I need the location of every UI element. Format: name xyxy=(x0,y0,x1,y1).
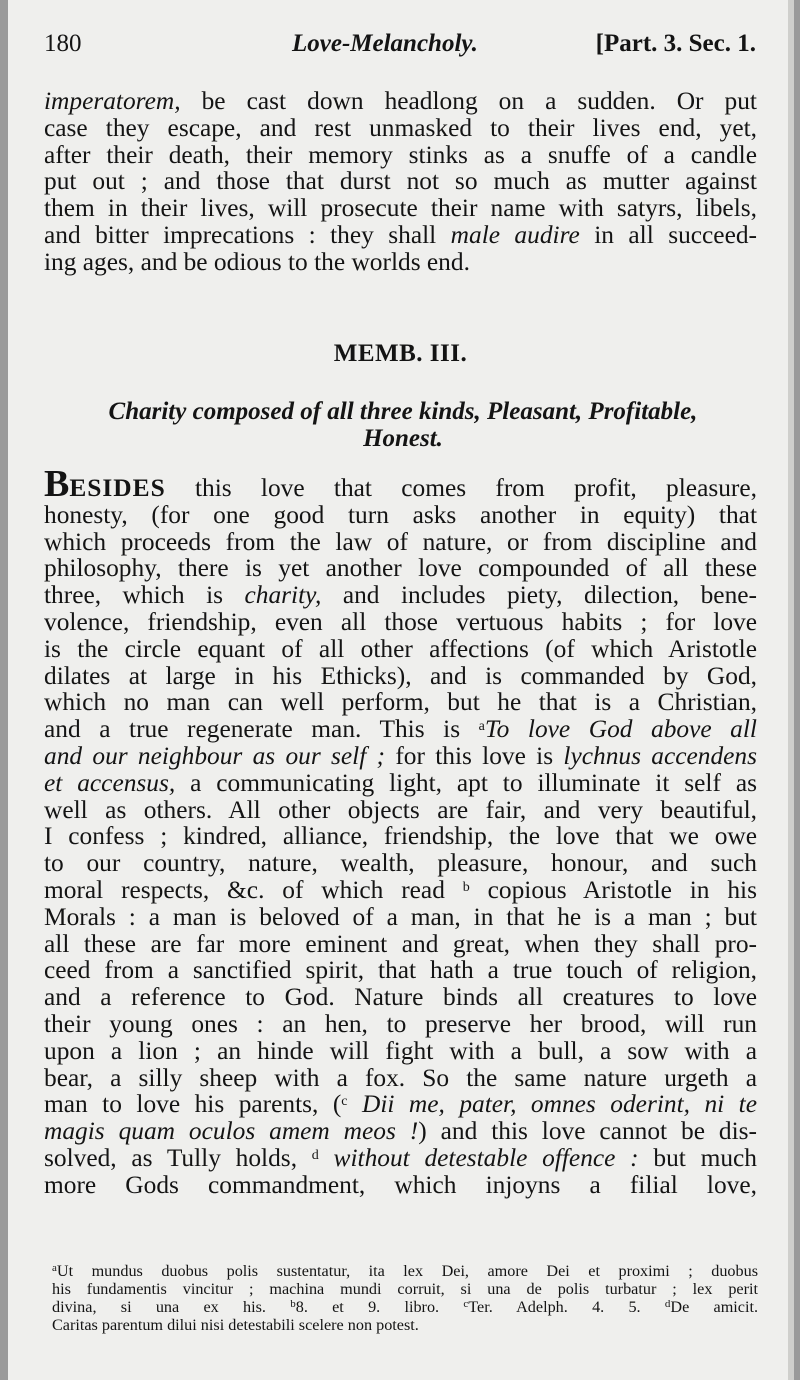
text-line: their young ones : an hen, to preserve her brood, will run xyxy=(44,1009,757,1038)
footnote-marker: b xyxy=(462,879,470,895)
footnotes xyxy=(52,1262,758,1334)
continuation-paragraph xyxy=(44,88,757,276)
section-title-line: Charity composed of all three kinds, Pleasant, Profitable, xyxy=(108,398,698,425)
footnote-marker: d xyxy=(311,1147,319,1163)
text-line: Morals : a man is beloved of a man, in that he is a man ; but xyxy=(44,902,757,931)
text-line: which proceeds from the law of nature, or from discipline and xyxy=(44,527,757,556)
text-line: them in their lives, will prosecute their name with satyrs, libels, xyxy=(44,194,757,223)
text-line: man to love his parents, ($^c$ Dii me, pater, omnes oderint, ni te xyxy=(44,1090,757,1119)
running-header xyxy=(44,30,756,70)
italic-phrase: male audire xyxy=(450,220,580,249)
text-line: three, which is charity, and includes piety, dilection, bene- xyxy=(44,581,758,610)
italic-phrase: lychnus accendens xyxy=(563,741,757,770)
text-line: bear, a silly sheep with a fox. So the same nature urgeth a xyxy=(44,1063,757,1092)
text-line: I confess ; kindred, alliance, friendship, the love that we owe xyxy=(44,822,757,851)
book-page xyxy=(8,0,794,1380)
text-line: solved, as Tully holds, $^d$ without detestable offence : but much xyxy=(44,1143,757,1172)
text-line: dilates at large in his Ethicks), and is commanded by God, xyxy=(44,661,757,690)
drop-capital: B xyxy=(44,463,70,505)
section-title xyxy=(68,398,738,452)
text-line: magis quam oculos amem meos !) and this love cannot be dis- xyxy=(44,1117,757,1146)
part-section-reference: [Part. 3. Sec. 1. xyxy=(595,30,756,57)
text-line: after their death, their memory stinks as a snuffe of a candle xyxy=(44,140,757,169)
text-line: more Gods commandment, which injoyns a filial love, xyxy=(44,1170,757,1199)
text-line: which no man can well perform, but he that is a Christian, xyxy=(44,688,757,717)
footnote-marker: b xyxy=(290,1298,296,1310)
text-line: et accensus, a communicating light, apt to illuminate it self as xyxy=(44,768,757,797)
section-title-line: Honest. xyxy=(363,425,443,452)
member-heading: MEMB. III. xyxy=(333,340,468,367)
italic-phrase: imperatorem, xyxy=(44,87,181,115)
italic-phrase: Dii me, pater, omnes oderint, ni te xyxy=(347,1090,757,1119)
text-line: volence, friendship, even all those vertuous habits ; for love xyxy=(44,607,757,636)
italic-phrase: To love God above all xyxy=(484,715,757,744)
text-line: ing ages, and be odious to the worlds end. xyxy=(44,247,470,276)
footnote-marker: c xyxy=(341,1094,348,1110)
running-title: Love-Melancholy. xyxy=(292,30,478,57)
text-line: upon a lion ; an hinde will fight with a bull, a sow with a xyxy=(44,1036,757,1065)
text-line: ceed from a sanctified spirit, that hath a true touch of religion, xyxy=(44,956,757,985)
text-line: and our neighbour as our self ; for this love is lychnus accendens xyxy=(44,741,757,770)
footnote-line: his fundamentis vincitur ; machina mundi corruit, si una de polis turbatur ; lex perit xyxy=(52,1280,758,1298)
text-line: well as others. All other objects are fair, and very beautiful, xyxy=(44,795,757,824)
footnote-line: $^a$Ut mundus duobus polis sustentatur, ita lex Dei, amore Dei et proximi ; duobus xyxy=(52,1262,758,1280)
text-line: and a true regenerate man. This is $^a$To love God above all xyxy=(44,715,757,744)
text-line: is the circle equant of all other affections (of which Aristotle xyxy=(44,634,757,663)
footnote-marker: d xyxy=(664,1298,671,1310)
italic-phrase: et accensus, xyxy=(44,768,176,797)
italic-phrase: and our neighbour as our self ; xyxy=(44,741,386,770)
footnote-line: divina, si una ex his. $^b$8. et 9. libro. $^c$Ter. Adelph. 4. 5. $^d$De amicit. xyxy=(52,1298,759,1316)
text-line: to our country, nature, wealth, pleasure, honour, and such xyxy=(44,849,757,878)
text-line: case they escape, and rest unmasked to their lives end, yet, xyxy=(44,113,757,142)
text-line: philosophy, there is yet another love compounded of all these xyxy=(44,554,757,583)
footnote-marker: c xyxy=(463,1298,469,1310)
opening-word: ESIDES xyxy=(69,474,166,502)
text-line: moral respects, &c. of which read $^b$ copious Aristotle in his xyxy=(44,875,757,904)
text-line: and a reference to God. Nature binds all creatures to love xyxy=(44,983,757,1012)
footnote-marker: a xyxy=(52,1262,57,1274)
italic-phrase: charity, xyxy=(244,581,322,610)
text-line: BESIDES this love that comes from profit, pleasure, xyxy=(44,463,757,505)
italic-phrase: without detestable offence : xyxy=(318,1143,639,1172)
text-line: and bitter imprecations : they shall male audire in all succeed- xyxy=(44,220,757,249)
text-line: all these are far more eminent and great, when they shall pro- xyxy=(44,929,757,958)
text-line: honesty, (for one good turn asks another in equity) that xyxy=(44,500,757,529)
page-edge xyxy=(788,0,794,1380)
text-line: put out ; and those that durst not so much as mutter against xyxy=(44,167,757,196)
text-line: imperatorem, be cast down headlong on a sudden. Or put xyxy=(44,87,757,115)
main-paragraph xyxy=(44,463,758,1199)
footnote-marker: a xyxy=(478,719,485,735)
italic-phrase: magis quam oculos amem meos ! xyxy=(44,1117,419,1146)
page-number: 180 xyxy=(44,30,82,57)
footnote-line: Caritas parentum dilui nisi detestabili scelere non potest. xyxy=(52,1316,419,1334)
